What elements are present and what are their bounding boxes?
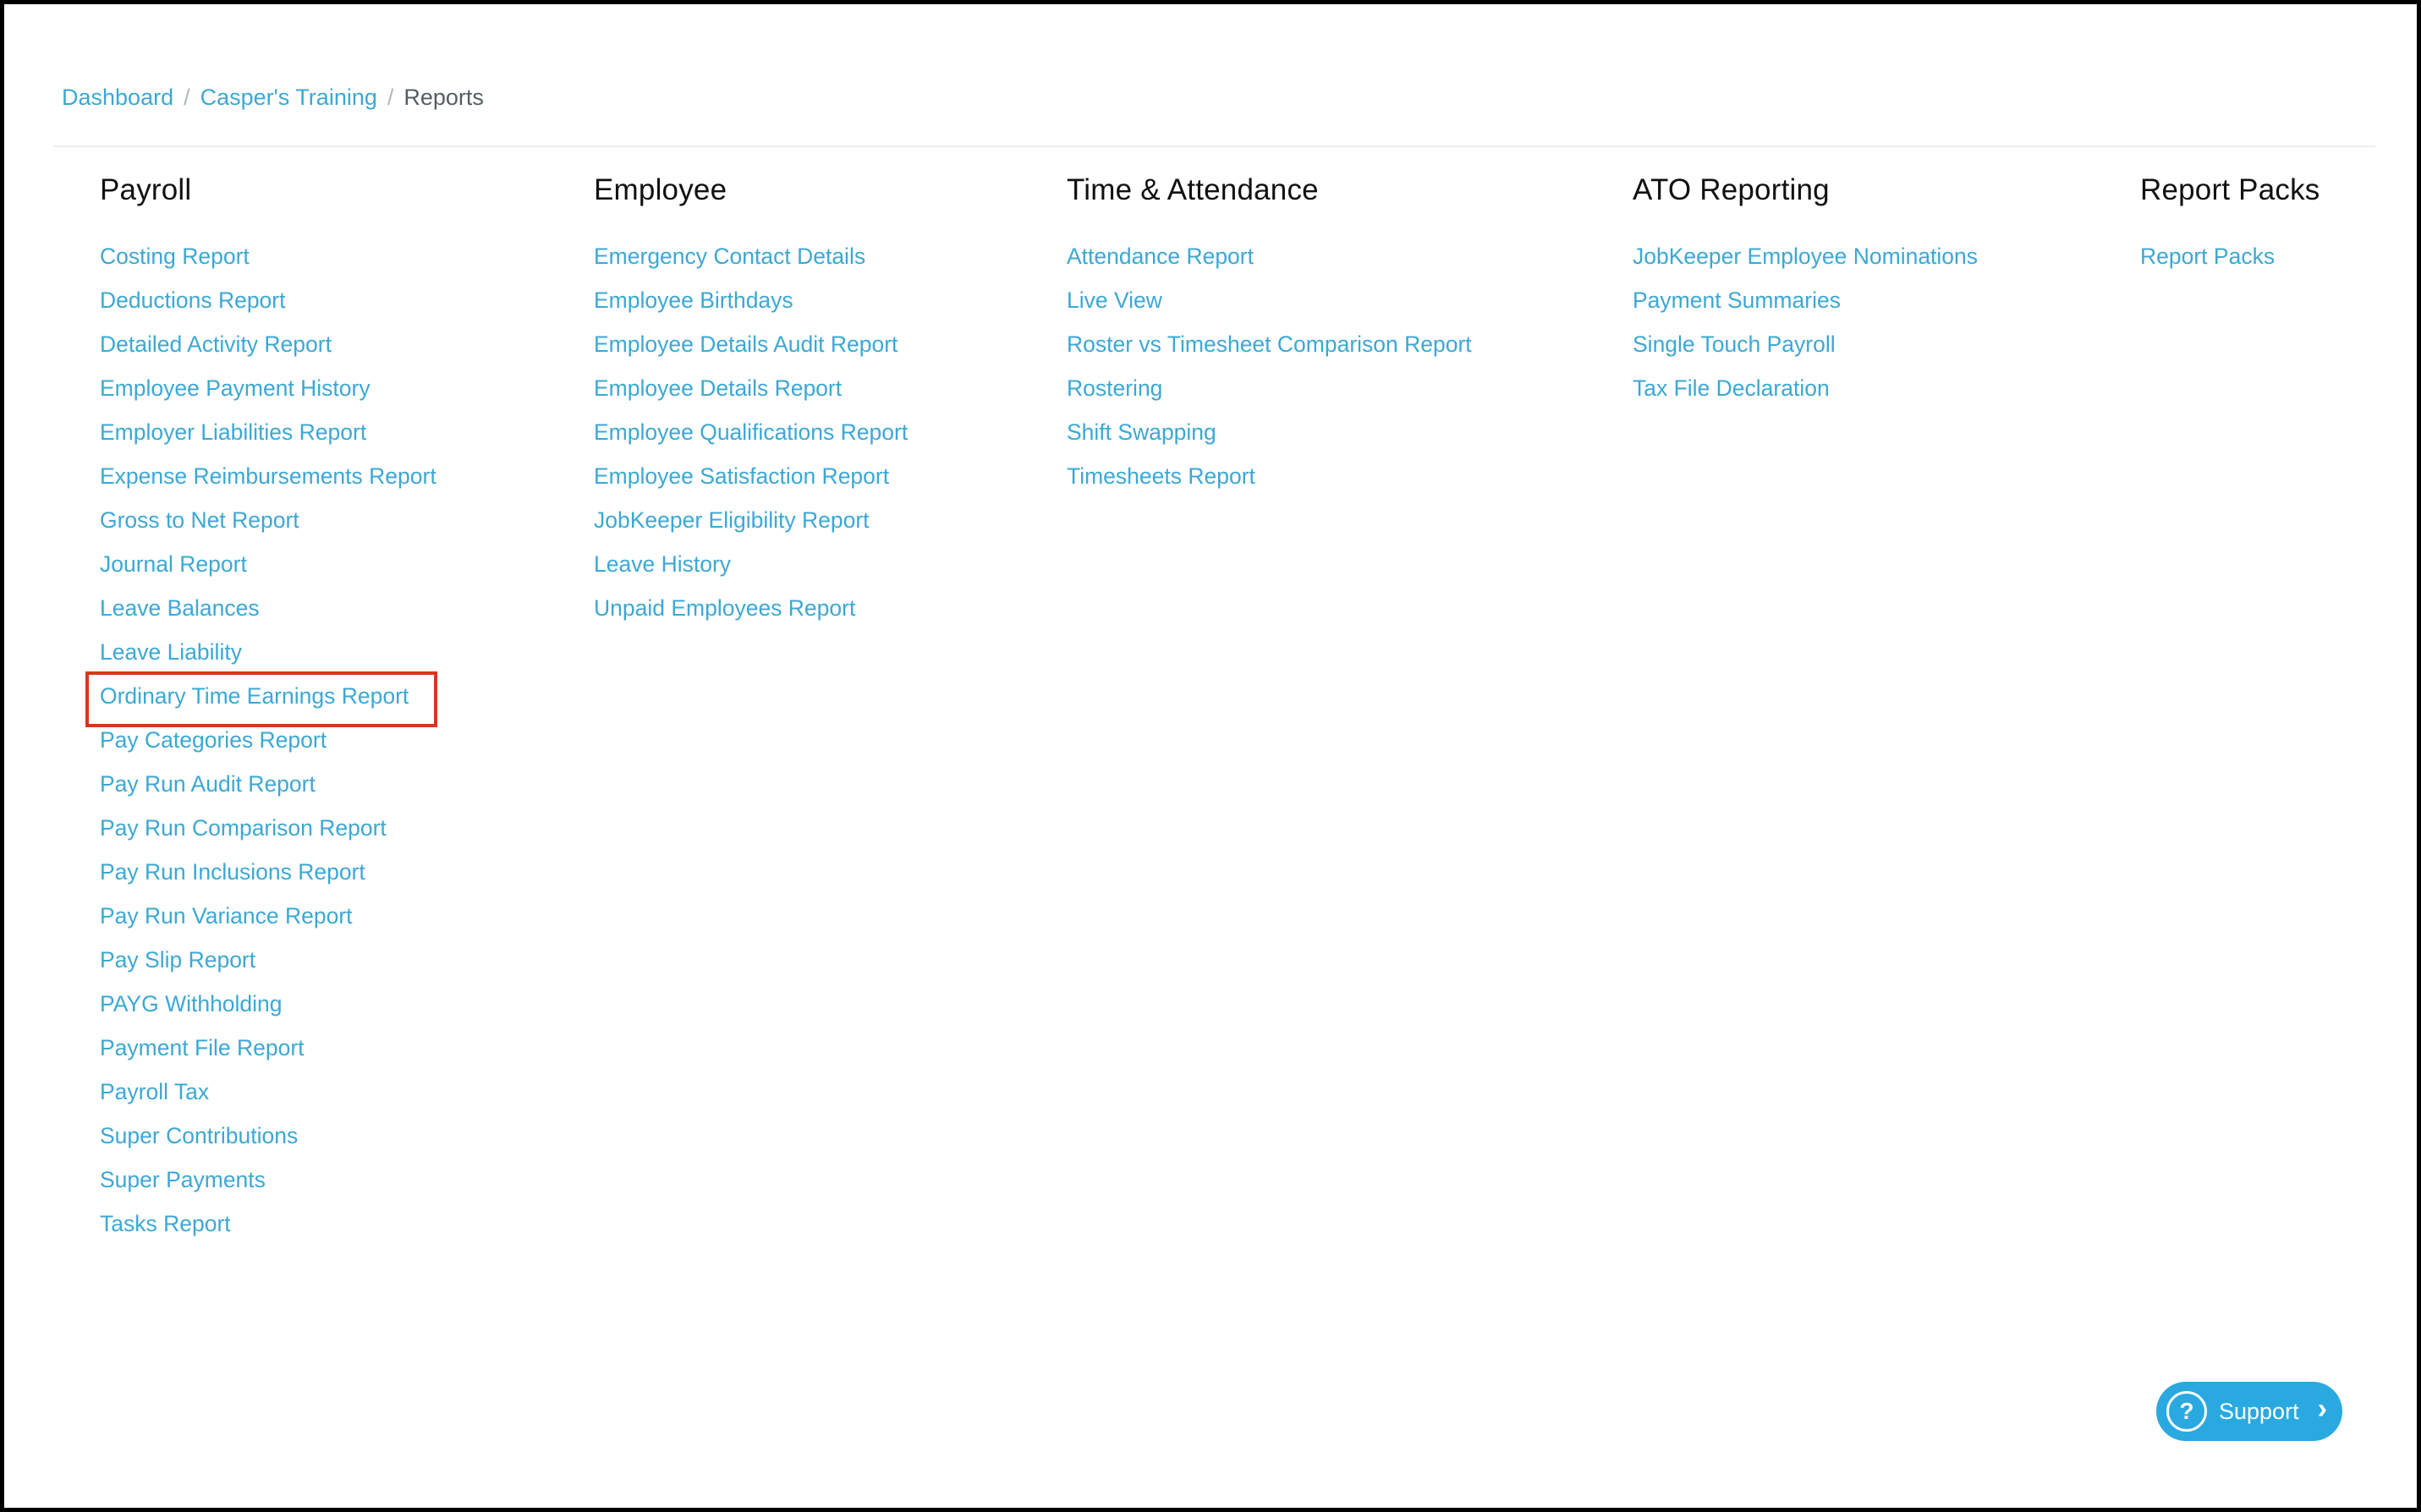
report-link[interactable]: Employee Qualifications Report (594, 419, 909, 445)
report-link[interactable]: Tasks Report (100, 1211, 231, 1236)
report-link[interactable]: Unpaid Employees Report (594, 595, 856, 621)
report-list-item (100, 234, 436, 278)
report-link[interactable]: Journal Report (100, 551, 247, 577)
report-list-item (594, 366, 908, 410)
time-attendance-heading: Time & Attendance (1067, 173, 1319, 206)
report-link[interactable]: Employee Details Audit Report (594, 331, 898, 357)
report-link[interactable]: Employee Details Report (594, 375, 843, 401)
report-link[interactable]: Pay Run Audit Report (100, 771, 316, 797)
breadcrumb-separator: / (184, 84, 190, 110)
report-link[interactable]: Payment File Report (100, 1035, 305, 1060)
report-list-item (100, 982, 436, 1026)
report-link[interactable]: Single Touch Payroll (1633, 331, 1836, 357)
ato-reporting-column (1633, 170, 1978, 410)
report-link[interactable]: Deductions Report (100, 288, 286, 313)
report-packs-column (2140, 170, 2320, 278)
ato-reporting-report-list (1633, 234, 1978, 410)
report-list-item (1633, 322, 1978, 366)
report-link[interactable]: Rostering (1067, 375, 1163, 401)
payroll-column (100, 170, 436, 1246)
breadcrumb-separator: / (387, 84, 394, 110)
employee-column (594, 170, 908, 630)
breadcrumb (62, 80, 484, 114)
report-link[interactable]: Pay Categories Report (100, 727, 327, 753)
employee-heading: Employee (594, 173, 727, 206)
time-attendance-column (1067, 170, 1472, 498)
report-list-item (100, 762, 436, 806)
support-button[interactable] (2156, 1382, 2342, 1441)
report-packs-heading: Report Packs (2140, 173, 2320, 206)
report-list-item (1067, 234, 1472, 278)
report-link[interactable]: JobKeeper Employee Nominations (1633, 244, 1979, 269)
report-list-item (2140, 234, 2320, 278)
report-list-item (100, 410, 436, 454)
report-link[interactable]: Timesheets Report (1067, 463, 1255, 489)
header-divider (53, 145, 2375, 147)
report-link[interactable]: Pay Run Variance Report (100, 903, 353, 929)
report-list-item (1067, 278, 1472, 322)
report-list-item (1067, 410, 1472, 454)
report-list-item (1633, 234, 1978, 278)
report-list-item (100, 498, 436, 542)
report-list-item (1633, 366, 1978, 410)
report-list-item (594, 234, 908, 278)
report-link[interactable]: Leave Liability (100, 639, 242, 665)
report-list-item (594, 454, 908, 498)
report-list-item (100, 454, 436, 498)
report-list-item (100, 806, 436, 850)
payroll-report-list (100, 234, 436, 1246)
report-list-item (100, 894, 436, 938)
report-list-item (100, 938, 436, 982)
report-link[interactable]: Tax File Declaration (1633, 375, 1830, 401)
report-link[interactable]: Attendance Report (1067, 244, 1254, 269)
payroll-heading: Payroll (100, 173, 192, 206)
report-list-item (100, 674, 436, 718)
report-list-item (100, 1202, 436, 1246)
report-link[interactable]: Report Packs (2140, 244, 2276, 269)
report-link[interactable]: PAYG Withholding (100, 991, 283, 1016)
report-packs-list (2140, 234, 2320, 278)
report-list-item (1633, 278, 1978, 322)
report-link[interactable]: Employee Payment History (100, 375, 371, 401)
report-list-item (594, 278, 908, 322)
report-link[interactable]: Leave Balances (100, 595, 260, 621)
question-circle-icon: ? (2166, 1391, 2207, 1432)
breadcrumb-dashboard[interactable]: Dashboard (62, 84, 174, 110)
report-link[interactable]: Detailed Activity Report (100, 331, 332, 357)
report-list-item (594, 542, 908, 586)
report-link[interactable]: Pay Slip Report (100, 947, 256, 972)
report-link[interactable]: Ordinary Time Earnings Report (100, 683, 409, 709)
report-link[interactable]: Gross to Net Report (100, 507, 299, 533)
report-list-item (594, 586, 908, 630)
report-list-item (100, 1026, 436, 1070)
report-list-item (594, 498, 908, 542)
report-list-item (100, 1114, 436, 1158)
report-list-item (100, 850, 436, 894)
report-list-item (100, 322, 436, 366)
report-link[interactable]: Roster vs Timesheet Comparison Report (1067, 331, 1472, 357)
report-link[interactable]: Emergency Contact Details (594, 244, 866, 269)
breadcrumb-current: Reports (404, 84, 484, 110)
employee-report-list (594, 234, 908, 630)
report-link[interactable]: Payment Summaries (1633, 288, 1841, 313)
report-link[interactable]: Super Contributions (100, 1123, 299, 1148)
report-list-item (100, 366, 436, 410)
report-list-item (594, 410, 908, 454)
report-list-item (1067, 454, 1472, 498)
report-link[interactable]: Pay Run Comparison Report (100, 815, 387, 841)
report-list-item (100, 630, 436, 674)
report-link[interactable]: Shift Swapping (1067, 419, 1216, 445)
report-link[interactable]: Employer Liabilities Report (100, 419, 367, 445)
report-link[interactable]: Live View (1067, 288, 1162, 313)
breadcrumb-caspers-training[interactable]: Casper's Training (200, 84, 377, 110)
report-link[interactable]: Costing Report (100, 244, 250, 269)
report-list-item (100, 542, 436, 586)
report-link[interactable]: Leave History (594, 551, 732, 577)
report-list-item (100, 586, 436, 630)
report-list-item (100, 1158, 436, 1202)
report-list-item (594, 322, 908, 366)
report-link[interactable]: Employee Satisfaction Report (594, 463, 890, 489)
report-link[interactable]: Pay Run Inclusions Report (100, 859, 365, 885)
support-label: Support (2219, 1398, 2299, 1424)
report-link[interactable]: Expense Reimbursements Report (100, 463, 436, 489)
ato-reporting-heading: ATO Reporting (1633, 173, 1830, 206)
report-link[interactable]: Super Payments (100, 1167, 266, 1192)
report-link[interactable]: JobKeeper Eligibility Report (594, 507, 870, 533)
time-attendance-report-list (1067, 234, 1472, 498)
report-list-item (100, 278, 436, 322)
chevron-right-icon: › (2317, 1393, 2327, 1425)
report-link[interactable]: Payroll Tax (100, 1079, 210, 1104)
report-list-item (1067, 322, 1472, 366)
report-list-item (100, 1070, 436, 1114)
report-list-item (1067, 366, 1472, 410)
report-link[interactable]: Employee Birthdays (594, 288, 793, 313)
